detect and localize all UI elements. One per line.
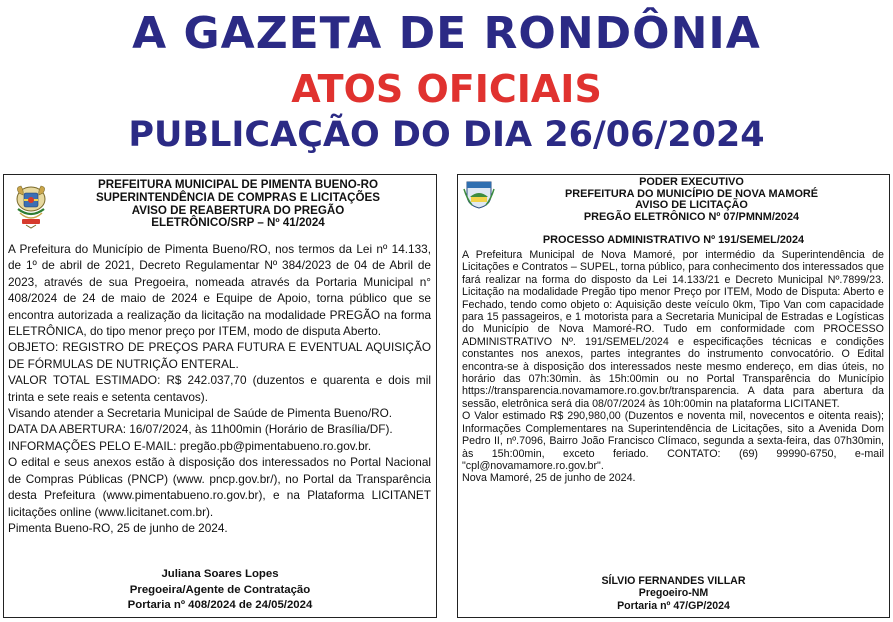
notice-body [8, 241, 431, 536]
body-paragraph: Pimenta Bueno-RO, 25 de junho de 2024. [8, 520, 228, 535]
header-line: ELETRÔNICO/SRP – Nº 41/2024 [151, 216, 325, 230]
header-line: PODER EXECUTIVO [639, 176, 744, 188]
header-line: SUPERINTENDÊNCIA DE COMPRAS E LICITAÇÕES [95, 190, 381, 204]
body-paragraph: O edital e seus anexos estão à disposição dos interessados no Portal Nacional de Compras Públicas (PNCP) (www. pncp.gov.br/), no Portal da Transparência desta Prefeitura (www.pimentabueno.ro.gov.br), e na Plataforma LICITANET licitações online (www.licitanet.com.br). [8, 455, 431, 519]
signer-role: Pregoeiro-NM [638, 587, 709, 600]
body-paragraph: A Prefeitura do Município de Pimenta Bueno/RO, nos termos da Lei nº 14.133, de 1º de abril de 2021, Decreto Regulamentar Nº 384/2023 de 04 de Abril de 2023, através de sua Pregoeira, nomeada através da Portaria Municipal n° 408/2024 de 24 de maio de 2024 e Equipe de Apoio, torna público que se encontra autorizada a realização da licitação na modalidade PREGÃO na forma ELETRÔNICA, do tipo menor preço por ITEM, modo de disputa Aberto. [8, 242, 431, 339]
signature-block [4, 567, 436, 614]
body-paragraph: A Prefeitura Municipal de Nova Mamoré, por intermédio da Superintendência de Licitações e Contratos – SUPEL, torna público, para conhecimento dos interessados que fará realizar na forma do disposto da Lei 14.133/21 e Decreto Municipal Nº.7899/23. Licitação na modalidade Pregão tipo menor Preço por ITEM, Modo de Disputa: Aberto e Fechado, tendo como objeto o: Aquisição deste veículo 0km, Tipo Van com capacidade para 15 passageiros, e 1 motorista para a Secretaria Municipal de Estradas e Logísticas do Município de Nova Mamoré-RO. Tudo em conformidade com PROCESSO ADMINISTRATIVO Nº. 191/SEMEL/2024 e especificações técnicas e condições constantes nos anexos, partes integrantes do instrumento convocatório. O Edital encontra-se à disposição dos interessados neste mesmo endereço, em dias úteis, no horário das 07h:30min. às 15h:00min ou no Portal Transparência do Município https://transparencia.novamamore.ro.gov.br/transparencia. A data para abertura da sessão, eletrônica será dia 08/07/2024 às 10h:00min na plataforma LICITANET. [462, 249, 884, 410]
body-paragraph: OBJETO: REGISTRO DE PREÇOS PARA FUTURA E EVENTUAL AQUISIÇÃO DE FÓRMULAS DE NUTRIÇÃO ENTERAL. [8, 340, 431, 371]
newspaper-title: A GAZETA DE RONDÔNIA [132, 8, 761, 59]
header-line: PREFEITURA MUNICIPAL DE PIMENTA BUENO-RO [98, 178, 378, 191]
process-line: PROCESSO ADMINISTRATIVO Nº 191/SEMEL/2024 [542, 234, 805, 246]
signer-name: Juliana Soares Lopes [161, 568, 279, 580]
body-paragraph: Nova Mamoré, 25 de junho de 2024. [462, 472, 636, 485]
header-line: AVISO DE LICITAÇÃO [635, 199, 748, 212]
body-paragraph: Visando atender a Secretaria Municipal de Saúde de Pimenta Bueno/RO. [8, 406, 393, 421]
notice-nova-mamore [457, 174, 890, 618]
notice-pimenta-bueno [3, 174, 437, 618]
publication-date: PUBLICAÇÃO DO DIA 26/06/2024 [128, 115, 765, 155]
masthead [0, 0, 893, 168]
notice-header [44, 179, 432, 230]
signer-name: SÍLVIO FERNANDES VILLAR [601, 575, 746, 587]
signer-ordinance: Portaria nº 47/GP/2024 [617, 599, 730, 612]
signer-role: Pregoeira/Agente de Contratação [129, 583, 311, 596]
header-line: AVISO DE REABERTURA DO PREGÃO [131, 203, 345, 217]
notice-body [462, 249, 884, 485]
body-paragraph: VALOR TOTAL ESTIMADO: R$ 242.037,70 (duzentos e quarenta e dois mil trinta e sete reais e setenta centavos). [8, 373, 431, 404]
header-line: PREFEITURA DO MUNICÍPIO DE NOVA MAMORÉ [564, 187, 819, 200]
signature-block [458, 575, 889, 612]
body-paragraph: O Valor estimado R$ 290,980,00 (Duzentos e noventa mil, novecentos e oitenta reais); Informações Complementares na Superintendência de Licitações, sito a Avenida Dom Pedro II, nº.7096, Bairro João Francisco Clímaco, segunda a sexta-feira, das 07h30min, às 15h:00min, exceto feriado. CONTATO: (69) 99990-6750, e-mail "cpl@novamamore.ro.gov.br". [462, 410, 884, 472]
body-paragraph: DATA DA ABERTURA: 16/07/2024, às 11h00min (Horário de Brasília/DF). [8, 422, 393, 437]
header-line: PREGÃO ELETRÔNICO Nº 07/PMNM/2024 [583, 210, 800, 223]
notice-header [498, 177, 885, 223]
body-paragraph: INFORMAÇÕES PELO E-MAIL: pregão.pb@pimentabueno.ro.gov.br. [8, 438, 372, 453]
signer-ordinance: Portaria nº 408/2024 de 24/05/2024 [127, 599, 313, 612]
section-title: ATOS OFICIAIS [291, 67, 602, 111]
nova-mamore-crest-icon [463, 179, 495, 209]
